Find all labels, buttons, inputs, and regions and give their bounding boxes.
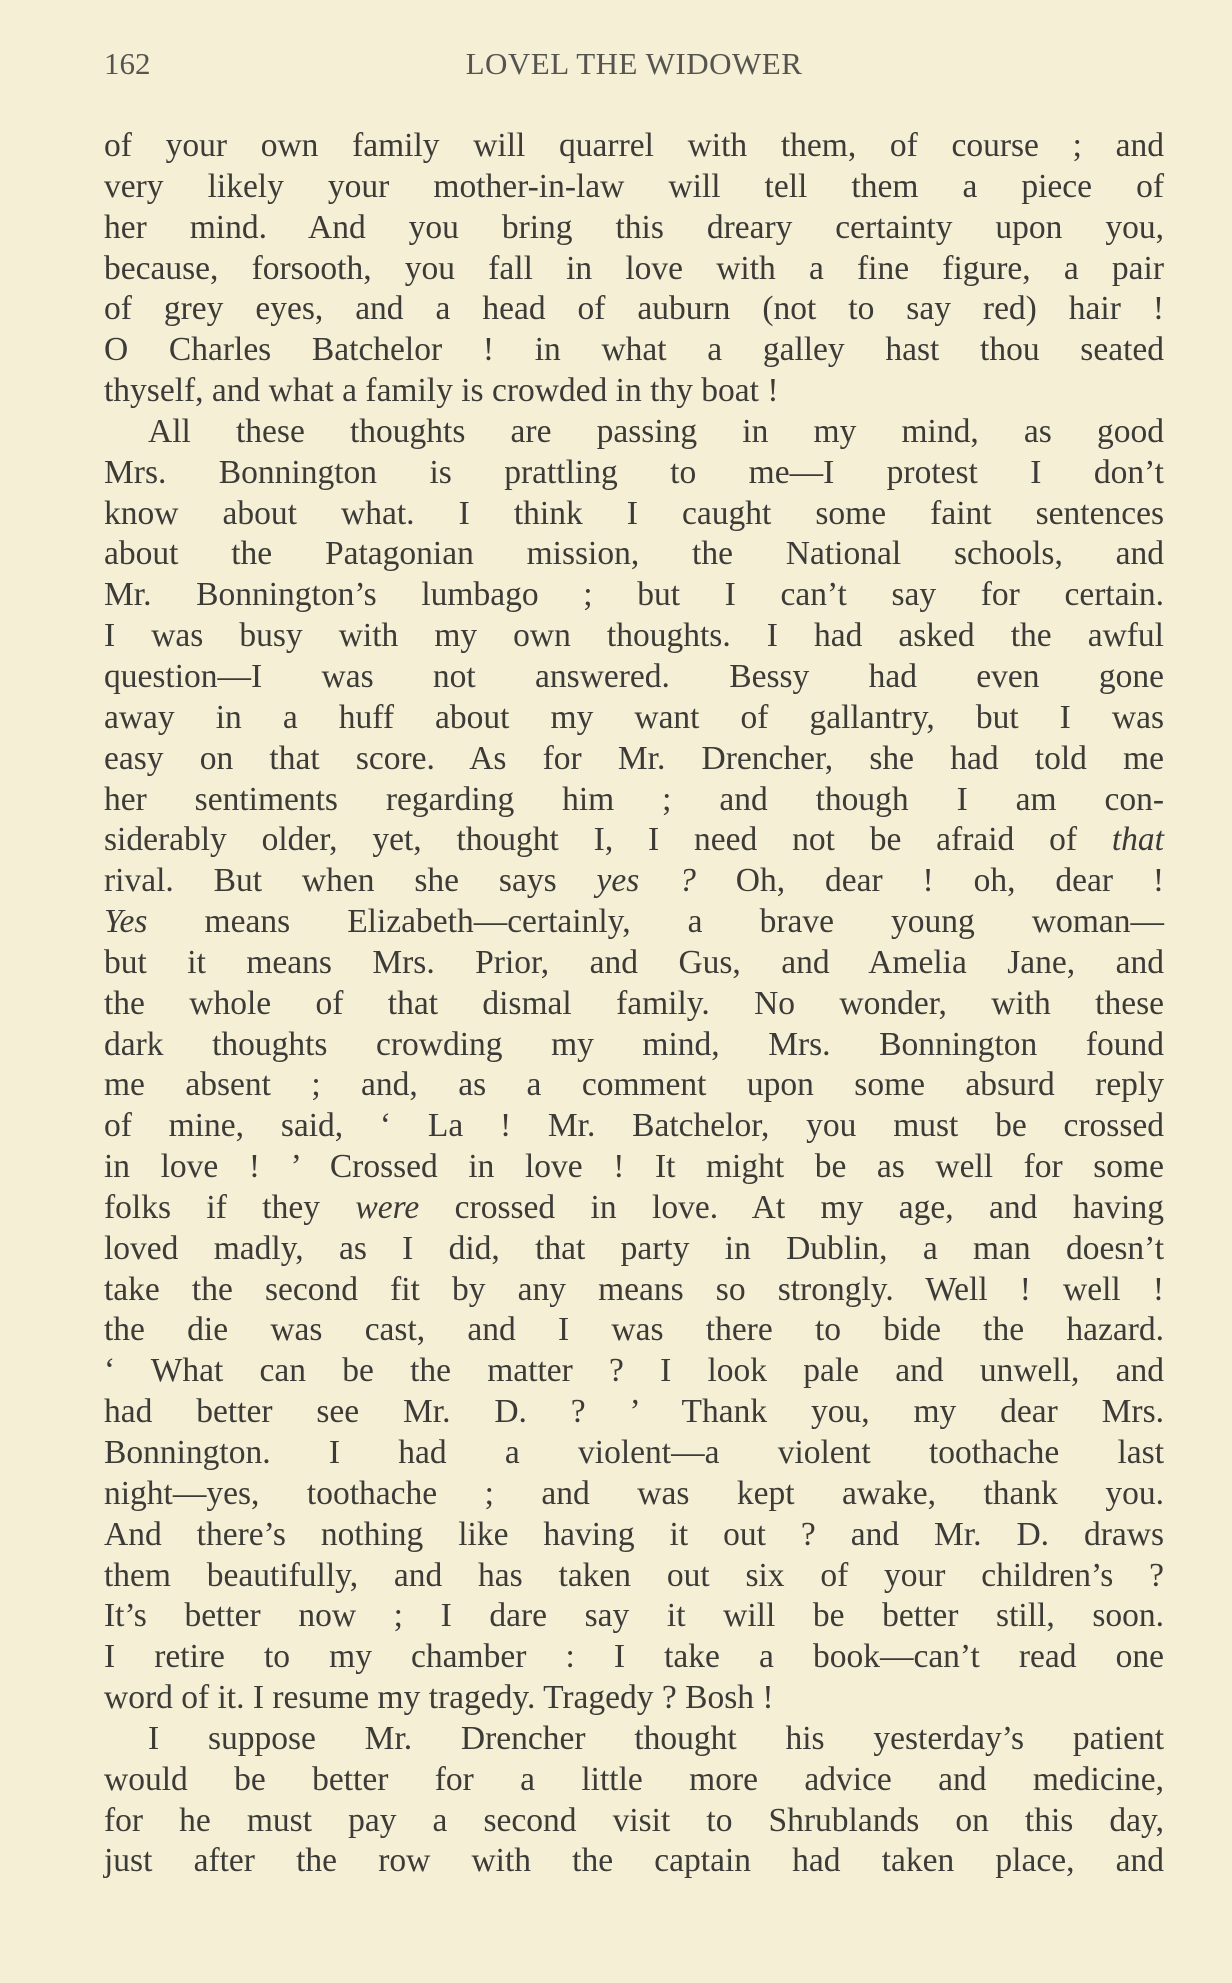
text-line-content <box>104 453 1164 494</box>
text-segment: of mine, said, ‘ La ! Mr. Batchelor, you must be crossed <box>104 1107 1164 1145</box>
text-line <box>104 1515 1164 1556</box>
text-line-content <box>104 1065 1164 1106</box>
text-line-content <box>104 289 1164 330</box>
text-line <box>104 208 1164 249</box>
text-segment: Mr. Bonnington’s lumbago ; but I can’t say for certain. <box>104 576 1164 614</box>
text-line <box>104 1229 1164 1270</box>
text-line <box>104 575 1164 616</box>
text-segment: know about what. I think I caught some faint sentences <box>104 494 1164 532</box>
text-line-content <box>104 820 1164 861</box>
text-line-content <box>104 208 1164 249</box>
text-segment: for he must pay a second visit to Shrublands on this day, <box>104 1801 1164 1839</box>
text-line-content <box>148 1719 1164 1760</box>
text-line <box>104 1188 1164 1229</box>
text-segment: dark thoughts crowding my mind, Mrs. Bonnington found <box>104 1025 1164 1063</box>
text-segment: All these thoughts are passing in my mind, as good <box>148 412 1164 450</box>
text-line-content <box>104 575 1164 616</box>
text-line-content <box>104 371 1164 412</box>
text-line-content <box>104 1433 1164 1474</box>
text-line <box>104 167 1164 208</box>
text-line <box>104 1637 1164 1678</box>
text-line <box>104 534 1164 575</box>
text-line-content <box>104 1270 1164 1311</box>
text-line <box>104 698 1164 739</box>
text-segment: her mind. And you bring this dreary certainty upon you, <box>104 208 1164 246</box>
text-segment: Bonnington. I had a violent—a violent toothache last <box>104 1434 1164 1471</box>
text-segment: but it means Mrs. Prior, and Gus, and Amelia Jane, and <box>104 943 1164 981</box>
text-line <box>104 1310 1164 1351</box>
text-segment: easy on that score. As for Mr. Drencher, she had told me <box>104 739 1164 777</box>
text-segment: It’s better now ; I dare say it will be better still, soon. <box>104 1597 1164 1635</box>
italic-text: were <box>355 1188 420 1226</box>
text-segment: me absent ; and, as a comment upon some absurd reply <box>104 1066 1164 1104</box>
text-segment: them beautifully, and has taken out six of your children’s ? <box>104 1556 1164 1594</box>
text-line <box>104 1433 1164 1474</box>
text-line-content <box>104 534 1164 575</box>
text-segment: I suppose Mr. Drencher thought his yesterday’s patient <box>148 1719 1164 1757</box>
text-line-content <box>104 126 1164 167</box>
text-line <box>104 984 1164 1025</box>
italic-text: yes ? <box>596 862 696 900</box>
text-segment: loved madly, as I did, that party in Dublin, a man doesn’t <box>104 1229 1164 1267</box>
running-title: LOVEL THE WIDOWER <box>465 46 803 81</box>
text-segment: Mrs. Bonnington is prattling to me—I protest I don’t <box>104 453 1164 491</box>
text-line-content <box>104 780 1164 821</box>
text-line <box>104 1556 1164 1597</box>
text-line <box>104 657 1164 698</box>
text-line <box>104 902 1164 943</box>
text-segment: the die was cast, and I was there to bide the hazard. <box>104 1311 1164 1349</box>
text-line <box>104 1596 1164 1637</box>
text-segment: siderably older, yet, thought I, I need not be afraid of <box>104 821 1112 859</box>
text-line <box>104 371 1164 412</box>
text-segment: because, forsooth, you fall in love with a fine figure, a pair <box>104 249 1164 287</box>
text-line <box>104 943 1164 984</box>
page-number: 162 <box>104 46 151 81</box>
text-line <box>104 1474 1164 1515</box>
text-segment: I retire to my chamber : I take a book—can’t read one <box>104 1638 1164 1676</box>
text-line <box>104 1351 1164 1392</box>
text-segment: just after the row with the captain had taken place, and <box>104 1842 1164 1880</box>
text-segment: take the second fit by any means so strongly. Well ! well ! <box>104 1270 1164 1308</box>
text-line-content <box>104 1637 1164 1678</box>
text-segment: her sentiments regarding him ; and though I am con- <box>104 780 1164 818</box>
text-line <box>104 1270 1164 1311</box>
text-line <box>104 289 1164 330</box>
text-line <box>104 126 1164 167</box>
text-line <box>104 1065 1164 1106</box>
text-line-content <box>148 412 1164 453</box>
text-line-content <box>104 1106 1164 1147</box>
running-header <box>104 46 1164 86</box>
text-line-content <box>104 1801 1164 1842</box>
text-line-content <box>104 1351 1164 1392</box>
text-line-content <box>104 1310 1164 1351</box>
text-line-content <box>104 984 1164 1025</box>
text-segment: I was busy with my own thoughts. I had asked the awful <box>104 617 1164 655</box>
text-segment: thyself, and what a family is crowded in thy boat ! <box>104 372 779 410</box>
text-line <box>104 249 1164 290</box>
text-line <box>104 1678 1164 1719</box>
text-line-content <box>104 1678 1164 1719</box>
text-segment: away in a huff about my want of gallantry, but I was <box>104 698 1164 736</box>
text-segment: of your own family will quarrel with them, of course ; and <box>104 127 1164 164</box>
text-segment: had better see Mr. D. ? ’ Thank you, my dear Mrs. <box>104 1393 1164 1431</box>
text-line <box>104 453 1164 494</box>
text-line-content <box>104 943 1164 984</box>
text-line <box>104 820 1164 861</box>
text-segment: ‘ What can be the matter ? I look pale and unwell, and <box>104 1352 1164 1390</box>
text-line-content <box>104 1147 1164 1188</box>
text-line <box>104 1801 1164 1842</box>
text-line-content <box>104 1188 1164 1229</box>
text-line-content <box>104 1841 1164 1882</box>
text-segment: very likely your mother-in-law will tell them a piece of <box>104 167 1164 205</box>
body-text <box>104 126 1164 1882</box>
text-line <box>104 1106 1164 1147</box>
text-line <box>104 1719 1164 1760</box>
text-line-content <box>104 698 1164 739</box>
text-segment: of grey eyes, and a head of auburn (not to say red) hair ! <box>104 290 1164 328</box>
text-segment: Oh, dear ! oh, dear ! <box>695 862 1165 900</box>
text-line-content <box>104 1392 1164 1433</box>
text-line-content <box>104 1474 1164 1515</box>
text-line-content <box>104 1760 1164 1801</box>
text-line-content <box>104 861 1164 902</box>
text-segment: word of it. I resume my tragedy. Tragedy ? Bosh ! <box>104 1679 774 1717</box>
text-line-content <box>104 1556 1164 1597</box>
text-line <box>104 616 1164 657</box>
text-line-content <box>104 902 1164 943</box>
text-line-content <box>104 1025 1164 1066</box>
text-line <box>104 330 1164 371</box>
text-line <box>104 1392 1164 1433</box>
text-segment: folks if they <box>104 1188 356 1226</box>
text-segment: night—yes, toothache ; and was kept awake, thank you. <box>104 1474 1164 1512</box>
text-segment: means Elizabeth—certainly, a brave young woman— <box>147 903 1164 941</box>
text-line-content <box>104 1229 1164 1270</box>
text-line <box>104 1147 1164 1188</box>
text-segment: would be better for a little more advice and medicine, <box>104 1760 1164 1798</box>
text-line-content <box>104 249 1164 290</box>
text-line <box>104 412 1164 453</box>
text-line-content <box>104 330 1164 371</box>
text-line-content <box>104 1596 1164 1637</box>
text-line-content <box>104 739 1164 780</box>
text-segment: about the Patagonian mission, the National schools, and <box>104 535 1164 573</box>
italic-text: that <box>1111 821 1164 859</box>
text-segment: the whole of that dismal family. No wonder, with these <box>104 984 1164 1022</box>
text-segment: And there’s nothing like having it out ? and Mr. D. draws <box>104 1515 1164 1553</box>
text-line <box>104 1025 1164 1066</box>
text-segment: question—I was not answered. Bessy had even gone <box>104 657 1164 695</box>
text-line-content <box>104 1515 1164 1556</box>
text-line-content <box>104 657 1164 698</box>
text-line <box>104 861 1164 902</box>
text-line-content <box>104 616 1164 657</box>
text-segment: rival. But when she says <box>104 862 597 900</box>
text-line-content <box>104 167 1164 208</box>
text-line <box>104 1841 1164 1882</box>
text-line <box>104 739 1164 780</box>
text-line <box>104 494 1164 535</box>
text-line <box>104 780 1164 821</box>
text-segment: O Charles Batchelor ! in what a galley hast thou seated <box>104 331 1164 369</box>
text-segment: crossed in love. At my age, and having <box>419 1188 1164 1226</box>
text-segment: in love ! ’ Crossed in love ! It might be as well for some <box>104 1148 1164 1186</box>
text-line-content <box>104 494 1164 535</box>
italic-text: Yes <box>104 903 148 941</box>
text-line <box>104 1760 1164 1801</box>
